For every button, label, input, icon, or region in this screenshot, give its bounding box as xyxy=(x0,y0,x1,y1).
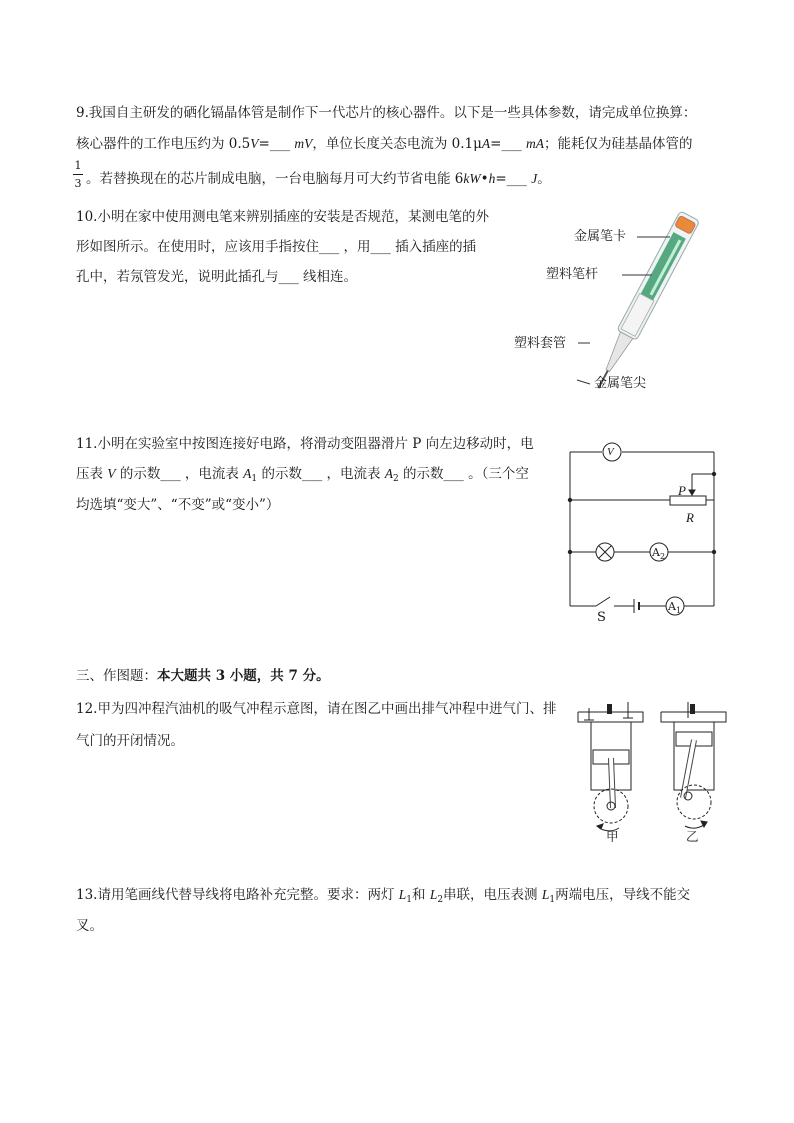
fraction-denominator: 3 xyxy=(74,177,82,190)
q11-line2: 压表 V 的示数___ ，电流表 $A_1$ 的示数___ ，电流表 $A_2$ 的示数___ 。（三个空 xyxy=(76,466,529,484)
voltmeter-label: V xyxy=(607,446,614,458)
q9-line3: 。若替换现在的芯片制成电脑，一台电脑每月可大约节省电能 6kW•h=___ J。 xyxy=(86,171,551,187)
switch-label: S xyxy=(597,610,606,625)
engine-jia-label: 甲 xyxy=(606,829,619,844)
fraction-numerator: 1 xyxy=(74,159,82,172)
q12-line2: 气门的开闭情况。 xyxy=(76,733,184,749)
q9-line1: 9.我国自主研发的硒化镉晶体管是制作下一代芯片的核心器件。以下是一些具体参数，请完成单位换算： xyxy=(76,105,697,121)
engine-yi-label: 乙 xyxy=(686,829,699,844)
engine-figure xyxy=(573,698,733,848)
fraction-bar xyxy=(73,174,83,175)
q10-line3: 孔中，若氖管发光，说明此插孔与___ 线相连。 xyxy=(76,269,358,285)
q13-line1: 13.请用笔画线代替导线将电路补充完整。要求：两灯 $L_1$和 $L_2$串联，电压表测 $L_1$两端电压，导线不能交 xyxy=(76,887,691,905)
ammeter-a2-label: $A_2$ xyxy=(652,546,666,561)
circuit-figure xyxy=(562,436,722,626)
label-metal-tip: 金属笔尖 xyxy=(594,376,647,391)
label-metal-cap: 金属笔卡 xyxy=(574,229,627,244)
label-plastic-sleeve: 塑料套管 xyxy=(514,336,567,351)
slider-label: P xyxy=(678,483,686,498)
section3-heading: 三、作图题：本大题共 3 小题，共 7 分。 xyxy=(76,668,330,684)
rheostat-label: R xyxy=(686,510,694,525)
q11-line3: 均选填“变大”、“不变”或“变小”） xyxy=(76,497,280,513)
label-plastic-body: 塑料笔杆 xyxy=(546,267,599,282)
q13-line2: 叉。 xyxy=(76,918,103,934)
q12-line1: 12.甲为四冲程汽油机的吸气冲程示意图，请在图乙中画出排气冲程中进气门、排 xyxy=(76,701,557,717)
q10-line1: 10.小明在家中使用测电笔来辨别插座的安装是否规范，某测电笔的外 xyxy=(76,209,489,225)
q10-line2: 形如图所示。在使用时，应该用手指按住___ ，用___ 插入插座的插 xyxy=(76,239,477,255)
q11-line1: 11.小明在实验室中按图连接好电路，将滑动变阻器滑片 P 向左边移动时，电 xyxy=(76,436,534,452)
ammeter-a1-label: $A_1$ xyxy=(668,600,682,615)
q9-line2: 核心器件的工作电压约为 0.5V=___ mV，单位长度关态电流为 0.1μA=___ mA；能耗仅为硅基晶体管的 xyxy=(76,136,693,152)
